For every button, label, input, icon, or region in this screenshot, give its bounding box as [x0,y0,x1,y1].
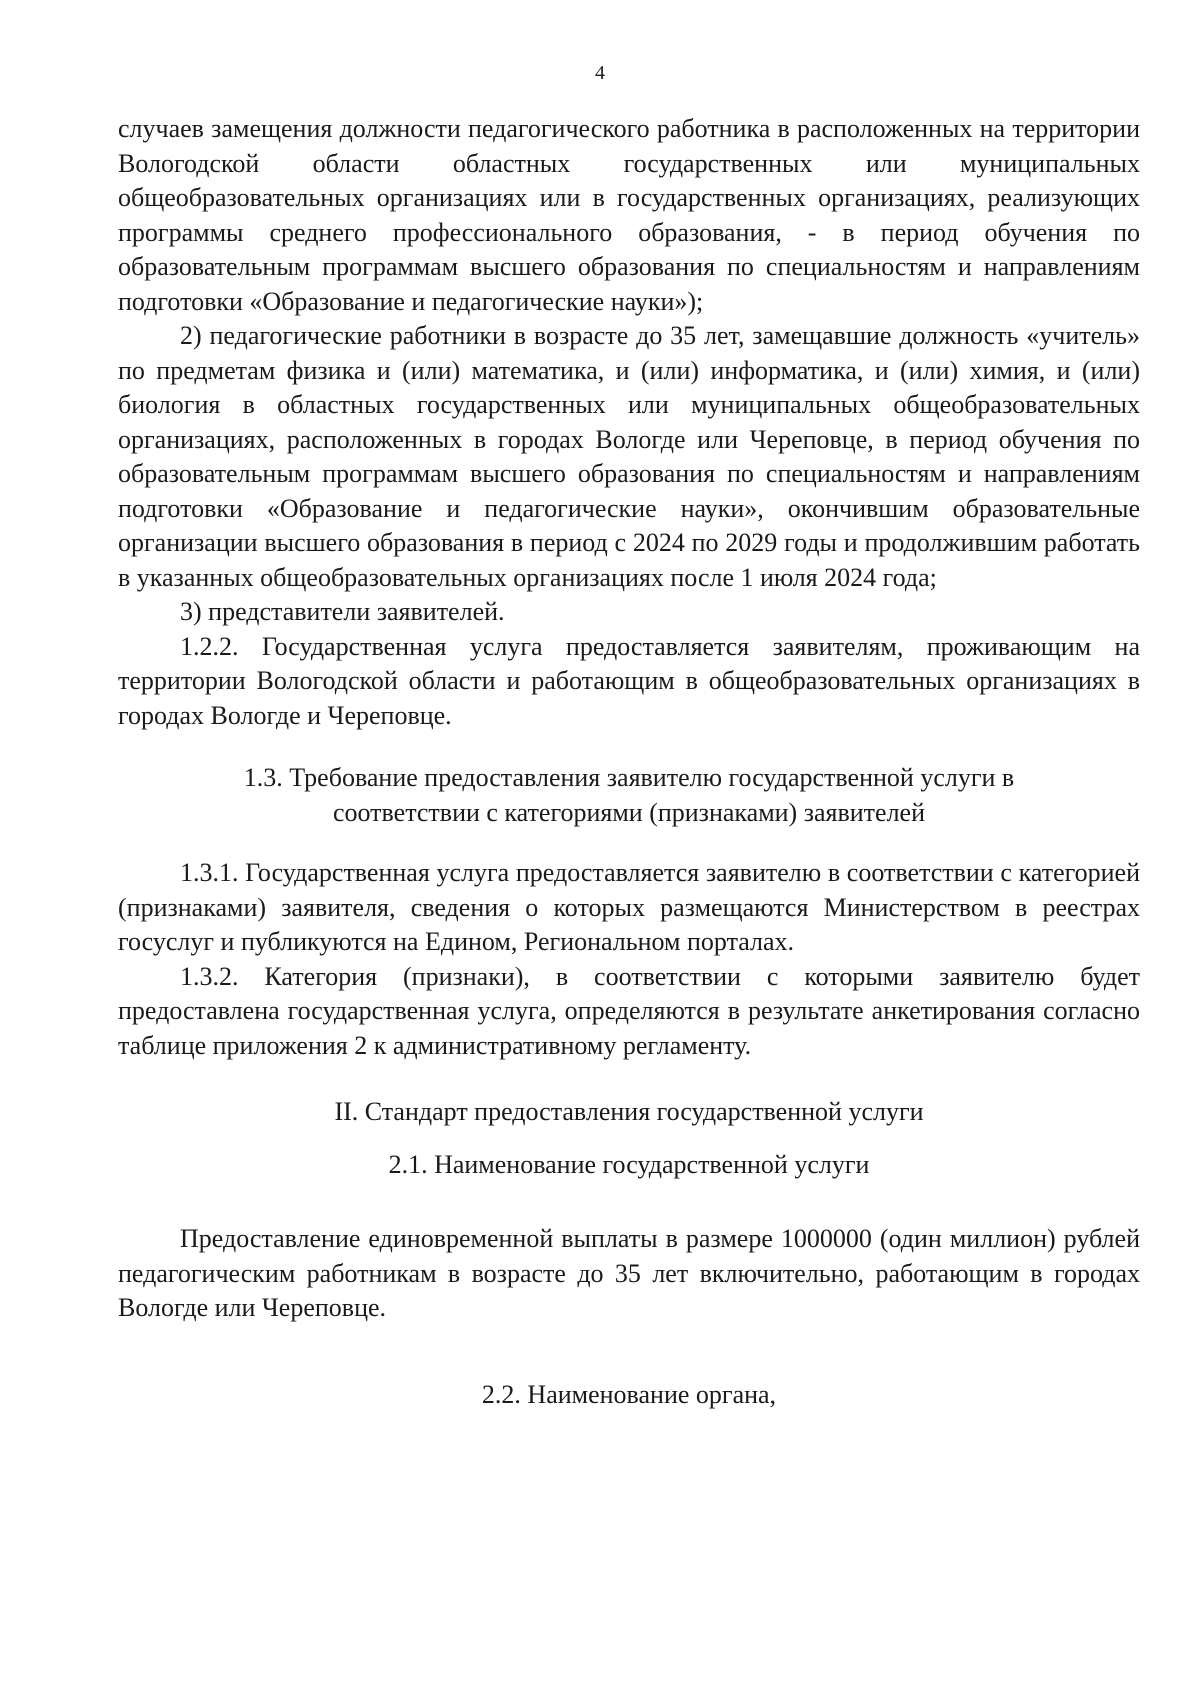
section-2-heading: II. Стандарт предоставления государственной услуги [334,1097,924,1126]
section-1-3-heading-line2: соответствии с категориями (признаками) заявителей [332,797,926,827]
section-2-2-heading: 2.2. Наименование органа, [481,1379,777,1409]
paragraph-1-3-1: 1.3.1. Государственная услуга предоставляется заявителю в соответствии с категорией (признаками) заявителя, сведения о которых размещаются Министерством в реестрах госуслуг и публикуются на Едином, Региональном порталах. [118,858,1140,956]
page-number: 4 [595,62,605,84]
section-1-3-heading-line1: 1.3. Требование предоставления заявителю государственной услуги в [243,763,1015,792]
paragraph-1-3-2: 1.3.2. Категория (признаки), в соответствии с которыми заявителю будет предоставлена государственная услуга, определяются в результате анкетирования согласно таблице приложения 2 к административному регламенту. [118,961,1140,1060]
paragraph-item-3: 3) представители заявителей. [180,597,505,626]
section-2-1-heading: 2.1. Наименование государственной услуги [388,1149,870,1179]
section-1-3-heading [118,761,1140,830]
paragraph-continuation: случаев замещения должности педагогического работника в расположенных на территории Вологодской области областных государственных или муниципальных общеобразовательных организациях или в государственных организациях, реализующих программы среднего профессионального образования, - в период обучения по образовательным программам высшего образования по специальностям и направлениям подготовки «Образование и педагогические науки»); [118,114,1140,316]
paragraph-1-2-2: 1.2.2. Государственная услуга предоставляется заявителям, проживающим на территории Вологодской области и работающим в общеобразовательных организациях в городах Вологде и Череповце. [118,631,1140,730]
document-body [118,112,1140,1412]
paragraph-item-2: 2) педагогические работники в возрасте до 35 лет, замещавшие должность «учитель» по предметам физика и (или) математика, и (или) информатика, и (или) химия, и (или) биология в областных государственных или муниципальных общеобразовательных организациях, расположенных в городах Вологде или Череповце, в период обучения по образовательным программам высшего образования по специальностям и направлениям подготовки «Образование и педагогические науки», окончившим образовательные организации высшего образования в период с 2024 по 2029 годы и продолжившим работать в указанных общеобразовательных организациях после 1 июля 2024 года; [118,321,1140,592]
paragraph-2-1: Предоставление единовременной выплаты в размере 1000000 (один миллион) рублей педагогическим работникам в возрасте до 35 лет включительно, работающим в городах Вологде или Череповце. [118,1224,1140,1322]
